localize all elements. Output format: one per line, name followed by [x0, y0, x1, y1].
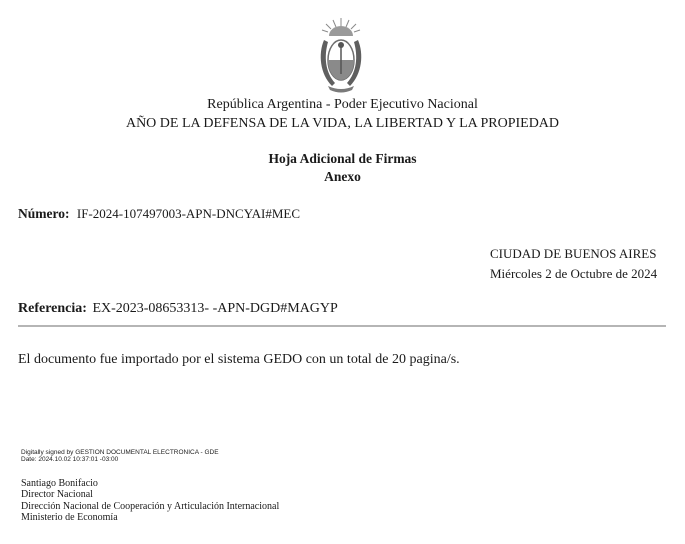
header-year-motto: AÑO DE LA DEFENSA DE LA VIDA, LA LIBERTAD Y LA PROPIEDAD — [125, 116, 560, 131]
digital-signature-date: Date: 2024.10.02 10:37:01 -03:00 — [21, 456, 119, 463]
coat-of-arms-emblem — [316, 16, 366, 94]
document-subtitle: Anexo — [324, 169, 361, 184]
place: CIUDAD DE BUENOS AIRES — [490, 246, 657, 261]
ribbon — [328, 86, 354, 93]
document-number-label: Número: — [18, 206, 70, 221]
signer-ministry: Ministerio de Economía — [21, 512, 118, 523]
signer-office: Dirección Nacional de Cooperación y Articulación Internacional — [21, 501, 280, 512]
date: Miércoles 2 de Octubre de 2024 — [490, 266, 658, 281]
document-number — [18, 206, 300, 222]
document-number-value: IF-2024-107497003-APN-DNCYAI#MEC — [76, 206, 301, 221]
header-country-line: República Argentina - Poder Ejecutivo Nacional — [207, 97, 478, 112]
reference-label: Referencia: — [18, 301, 87, 316]
sun-icon — [329, 26, 353, 36]
reference-value: EX-2023-08653313- -APN-DGD#MAGYP — [92, 301, 338, 316]
reference — [18, 301, 338, 317]
digital-signature-line: Digitally signed by GESTION DOCUMENTAL ELECTRONICA - GDE — [21, 449, 219, 456]
document-title: Hoja Adicional de Firmas — [268, 151, 417, 166]
body-text: El documento fue importado por el sistema GEDO con un total de 20 pagina/s. — [18, 352, 460, 367]
divider — [18, 325, 666, 327]
signer-role: Director Nacional — [21, 489, 93, 500]
signer-name: Santiago Bonifacio — [21, 478, 98, 489]
